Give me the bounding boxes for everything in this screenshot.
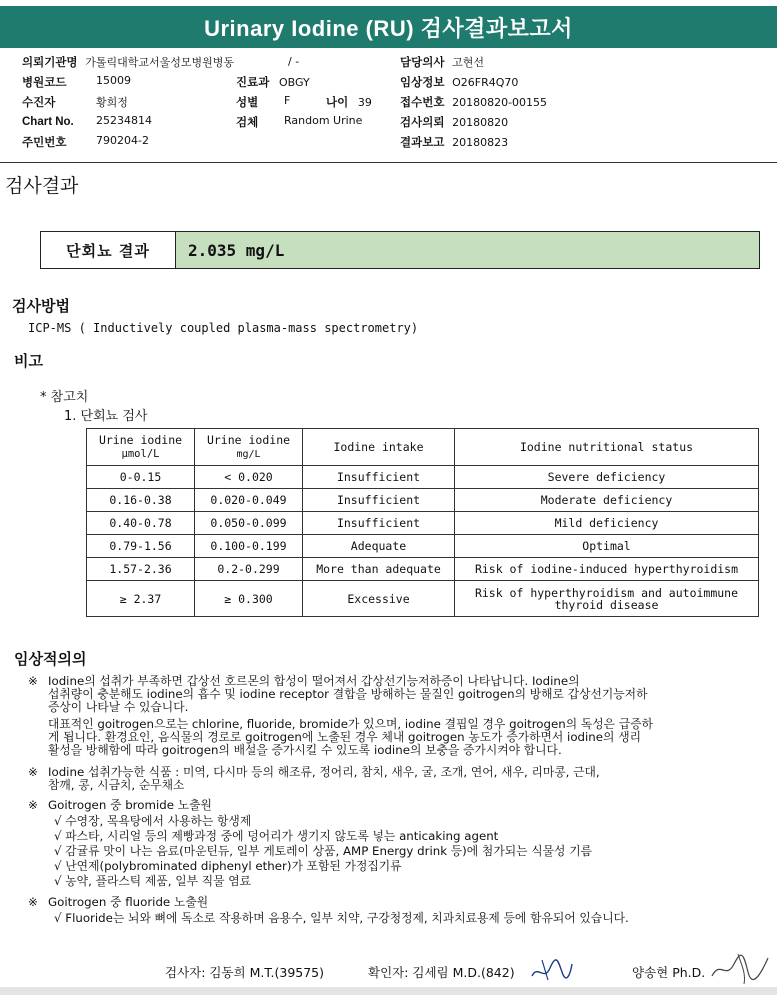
dept-field: 진료과 OBGY: [236, 76, 310, 89]
reference-subtitle: 1. 단회뇨 검사: [64, 409, 148, 424]
clinical-paragraph-1: ※ Iodine의 섭취가 부족하면 갑상선 호르몬의 합성이 떨어져서 갑상선기능저하증이 나타납니다. Iodine의 섭취량이 충분해도 iodine의 흡수 및 iodine receptor 결합을 방해하는 물질인 goitrogen의 방해로 갑상선기능저하 증상이 나타날 수 있습니다. 대표적인 goitrogen으로는 chlorine, fluoride, bromide가 있으며, iodine 결핍일 경우 goitrogen의 독성은 급증하 게 됩니다. 환경요인, 음식물의 경로로 goitrogen에 노출된 경우 체내 goitrogen 농도가 증가하면서 iodine의 생리 활성을 방해함에 따라 goitrogen의 배설을 증가시킬 수 있도록 iodine의 보충을 증가시켜야 합니다.: [28, 674, 654, 757]
handwritten-signature-icon: [708, 950, 774, 986]
header-status: Iodine nutritional status: [455, 429, 759, 466]
clinical-paragraph-2: ※ Iodine 섭취가능한 식품 : 미역, 다시마 등의 해조류, 정어리, 참치, 새우, 굴, 조개, 연어, 새우, 리마콩, 근대, 참깨, 콩, 시금치, 순무채소: [28, 765, 600, 792]
examiner-signature: 검사자: 김동희 M.T.(39575): [165, 965, 325, 980]
method-text: ICP-MS ( Inductively coupled plasma-mass spectrometry): [28, 321, 419, 335]
age-field: 나이 39: [326, 96, 372, 109]
doctor-field: 담당의사 고현선: [400, 56, 484, 69]
bromide-sources: ※ Goitrogen 중 bromide 노출원 √ 수영장, 목욕탕에서 사용하는 항생제 √ 파스타, 시리얼 등의 제빵과정 중에 덩어리가 생기지 않도록 넣는 anticaking agent √ 감귤류 맛이 나는 음료(마운틴듀, 일부 게토레이 상품, AMP Energy drink 등)에 첨가되는 식물성 기름 √ 난연제(polybrominated diphenyl ether)가 포함된 가정집기류 √ 농약, 플라스틱 제품, 일부 직물 염료: [28, 799, 768, 888]
receipt-field: 접수번호 20180820-00155: [400, 96, 548, 109]
table-header-row: [87, 429, 759, 466]
header-mgl: Urine iodine mg/L: [195, 429, 303, 466]
request-field: 검사의뢰 20180820: [400, 116, 509, 129]
remarks-title: 비고: [14, 352, 43, 370]
bromide-list: [54, 815, 768, 888]
confirmer-signature: 확인자: 김세림 M.D.(842): [368, 965, 515, 980]
reference-title: * 참고치: [40, 390, 89, 405]
hospital-field: 의뢰기관명 가톨릭대학교서울성모병원병동: [22, 56, 234, 69]
report-date-field: 결과보고 20180823: [400, 136, 509, 149]
signature-scribble-icon: [528, 956, 574, 984]
reference-table: [86, 428, 759, 617]
table-row: ≥ 2.37 ≥ 0.300 Excessive Risk of hyperthyroidism and autoimmune thyroid disease: [87, 581, 759, 617]
report-title: Urinary Iodine (RU) 검사결과보고서: [0, 6, 777, 48]
result-box: [40, 231, 760, 269]
code-field: 병원코드 15009: [22, 74, 131, 89]
patient-field: 수진자 황희정: [22, 96, 128, 109]
header-intake: Iodine intake: [303, 429, 455, 466]
results-section-title: 검사결과: [5, 175, 79, 197]
id-field: 주민번호 790204-2: [22, 134, 149, 149]
bottom-strip: [0, 987, 777, 995]
table-row: 0.79-1.56 0.100-0.199 Adequate Optimal: [87, 535, 759, 558]
sex-field: 성별 F: [236, 94, 291, 109]
list-item: √ 파스타, 시리얼 등의 제빵과정 중에 덩어리가 생기지 않도록 넣는 anticaking agent: [54, 829, 499, 843]
clinical-info-field: 임상정보 O26FR4Q70: [400, 76, 519, 89]
table-row: 0-0.15 < 0.020 Insufficient Severe deficiency: [87, 466, 759, 489]
list-item: √ 수영장, 목욕탕에서 사용하는 항생제: [54, 814, 252, 828]
clinical-title: 임상적의의: [14, 650, 87, 668]
table-row: 0.40-0.78 0.050-0.099 Insufficient Mild deficiency: [87, 512, 759, 535]
list-item: √ 난연제(polybrominated diphenyl ether)가 포함된 가정집기류: [54, 859, 402, 873]
result-value: 2.035 mg/L: [176, 232, 759, 268]
third-signature: 양송현 Ph.D.: [632, 965, 706, 980]
table-row: 1.57-2.36 0.2-0.299 More than adequate Risk of iodine-induced hyperthyroidism: [87, 558, 759, 581]
ward-value: / -: [288, 55, 300, 68]
fluoride-sources: ※ Goitrogen 중 fluoride 노출원 √ Fluoride는 뇌와 뼈에 독소로 작용하며 음용수, 일부 치약, 구강청정제, 치과치료용제 등에 함유되어 있습니다.: [28, 896, 773, 925]
header-umol: Urine iodine μmol/L: [87, 429, 195, 466]
list-item: √ 농약, 플라스틱 제품, 일부 직물 염료: [54, 874, 252, 888]
table-row: 0.16-0.38 0.020-0.049 Insufficient Moderate deficiency: [87, 489, 759, 512]
header-divider: [0, 162, 777, 163]
list-item: √ 감귤류 맛이 나는 음료(마운틴듀, 일부 게토레이 상품, AMP Energy drink 등)에 첨가되는 식물성 기름: [54, 844, 592, 858]
chart-field: Chart No. 25234814: [22, 114, 152, 128]
method-title: 검사방법: [12, 297, 70, 315]
result-label: 단회뇨 결과: [41, 232, 176, 268]
specimen-field: 검체 Random Urine: [236, 114, 363, 129]
list-item: √ Fluoride는 뇌와 뼈에 독소로 작용하며 음용수, 일부 치약, 구강청정제, 치과치료용제 등에 함유되어 있습니다.: [54, 911, 629, 925]
